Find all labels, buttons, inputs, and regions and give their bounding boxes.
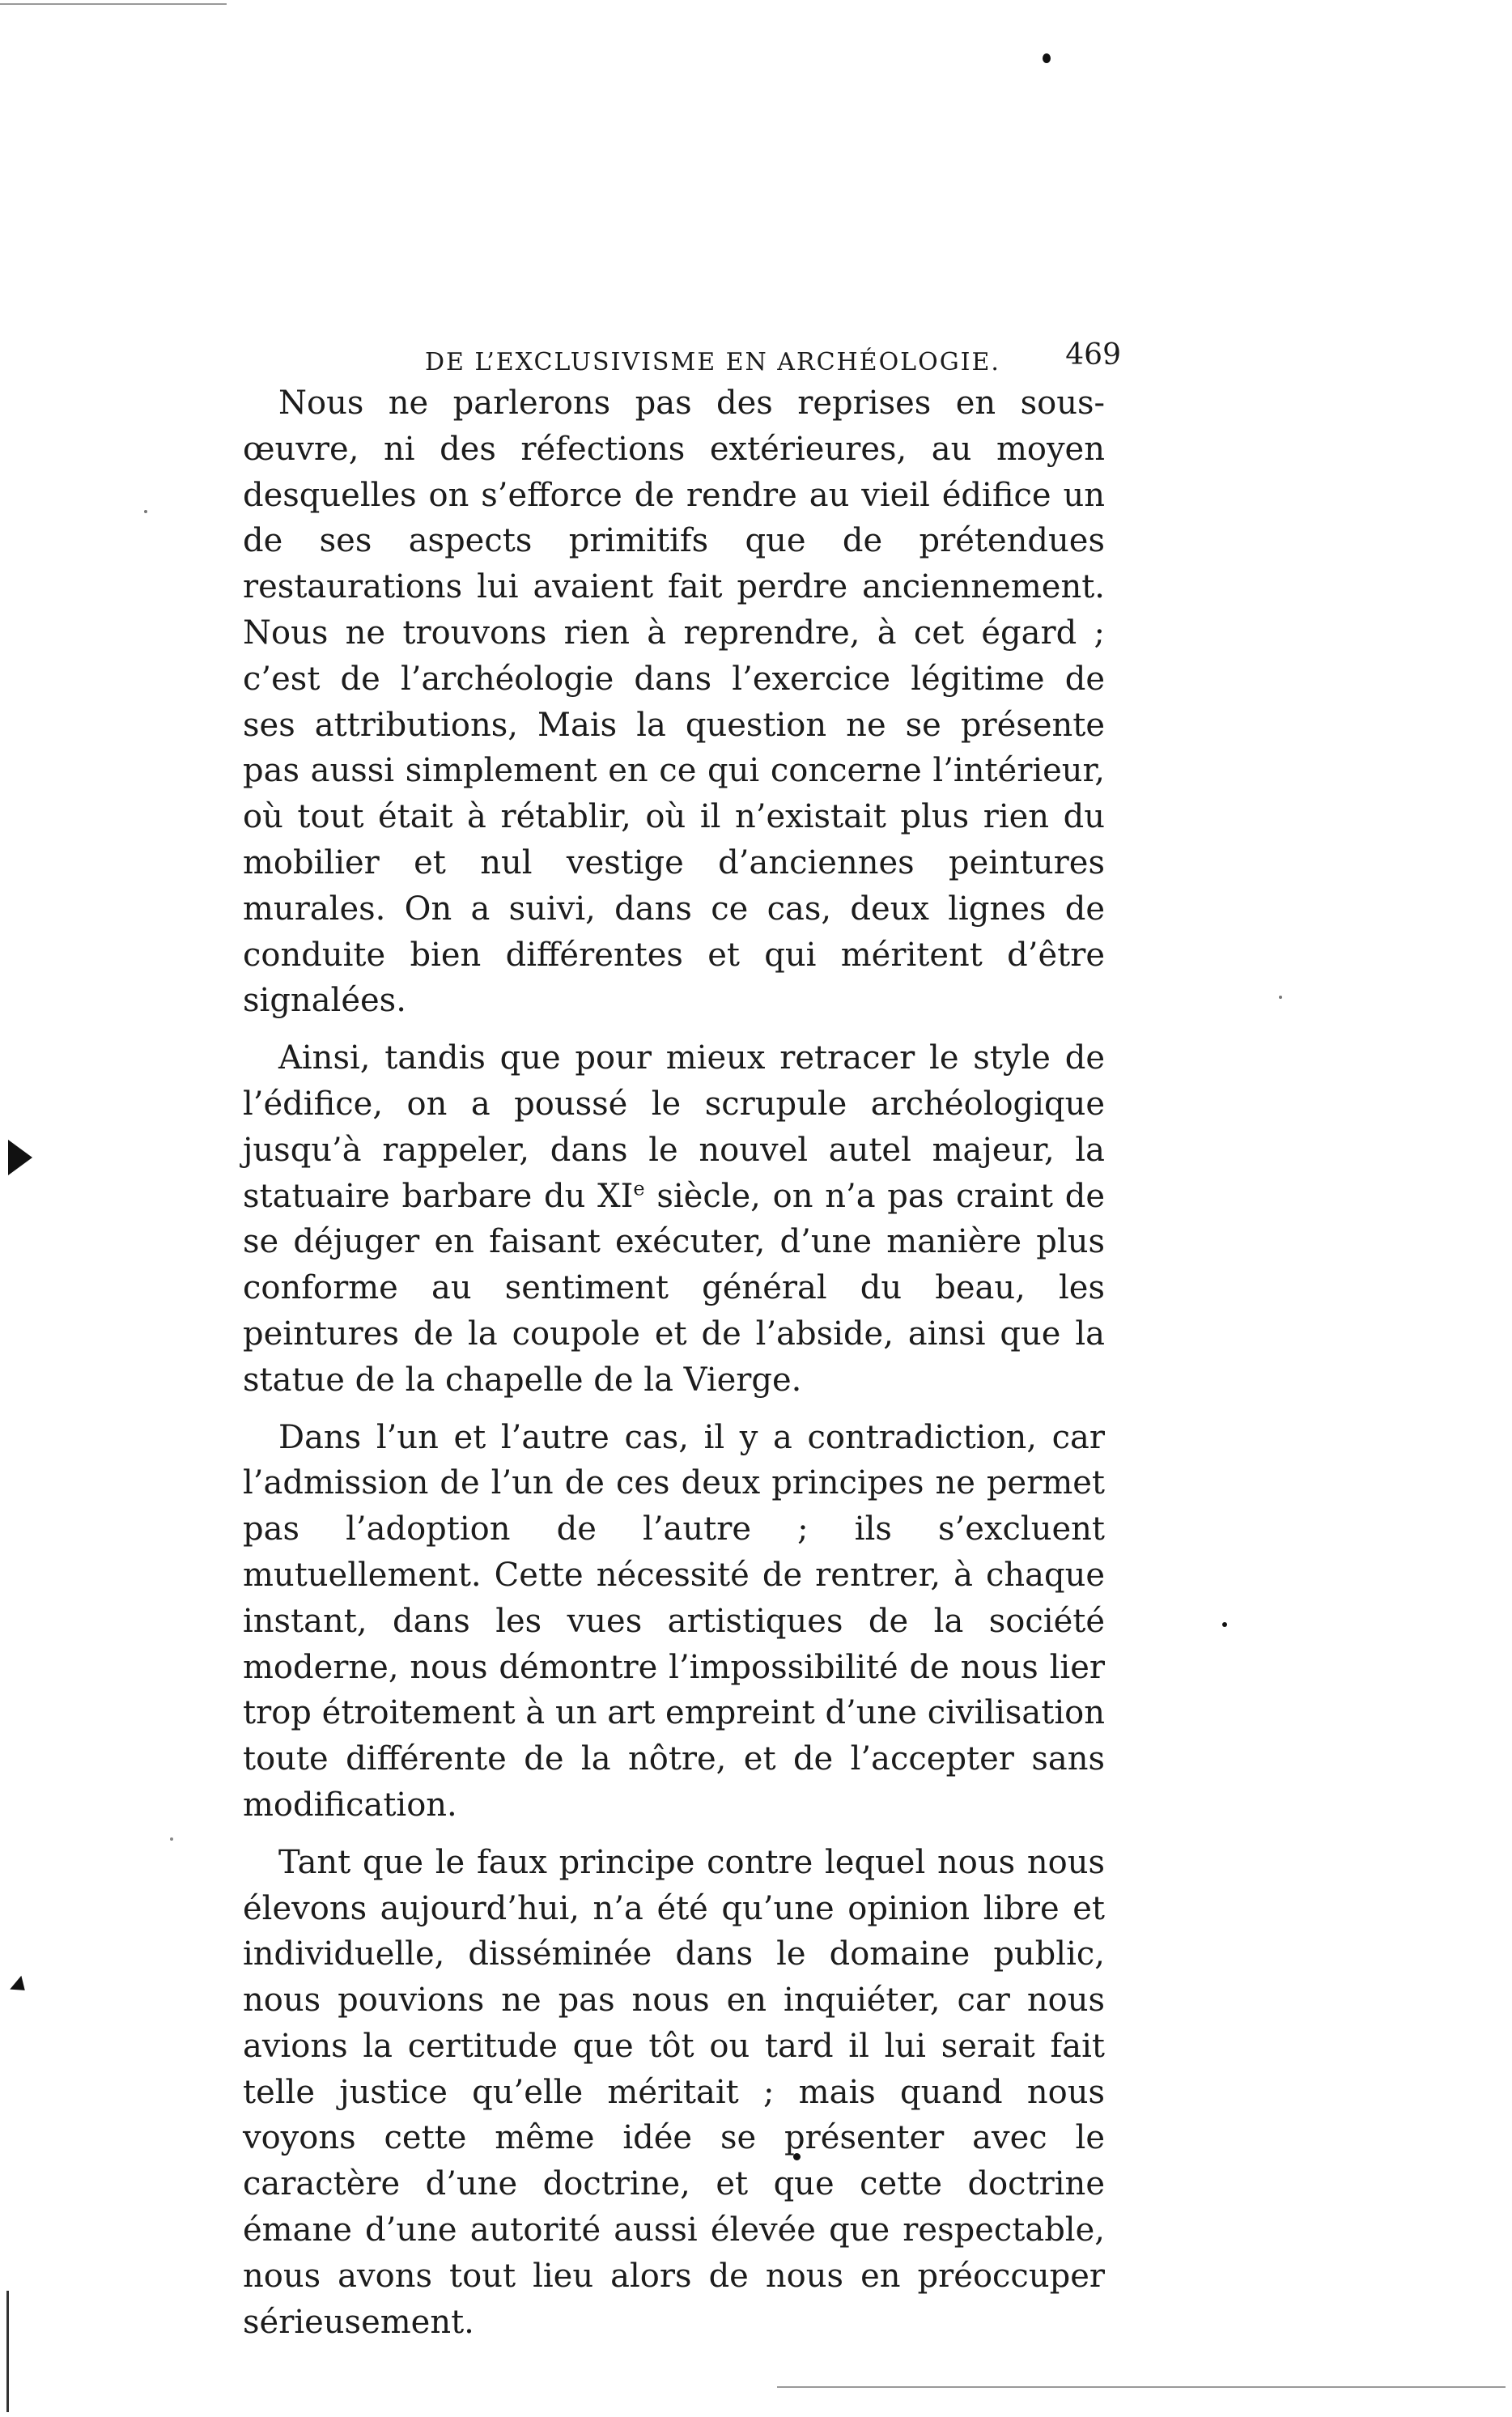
ink-speck [144,510,147,513]
paragraph-2-text-before: Ainsi, tandis que pour mieux retracer le style de l’édifice, on a poussé le scrupule archéologique jusqu’à rappeler, dans le nouvel autel majeur, la statuaire barbare du XI [243,1039,1105,1215]
ink-speck [170,1837,173,1841]
paragraph-3: Dans l’un et l’autre cas, il y a contradiction, car l’admission de l’un de ces deux principes ne permet pas l’adoption de l’autre ; ils s’excluent mutuellement. Cette nécessité de rentrer, à chaque instant, dans les vues artistiques de la société moderne, nous démontre l’impossibilité de nous lier trop étroitement à un art empreint d’une civilisation toute différente de la nôtre, et de l’accepter sans modification. [243,1418,1105,1824]
ink-speck [1043,53,1051,63]
paragraph-2-text-after: siècle, on n’a pas craint de se déjuger en faisant exécuter, d’une manière plus conforme au sentiment général du beau, les peintures de la coupole et de l’abside, ainsi que la statue de la chapelle de la Vierge. [243,1177,1105,1399]
running-title: DE L’EXCLUSIVISME EN ARCHÉOLOGIE. [425,348,1000,376]
century-superscript: e [633,1177,645,1200]
margin-marker-arrow [8,1140,32,1175]
bottom-edge-line [777,2386,1506,2388]
margin-marker-arrow [10,1976,31,1997]
left-edge-line [6,2291,9,2412]
paragraph-1: Nous ne parlerons pas des reprises en sous-œuvre, ni des réfections extérieures, au moyen desquelles on s’efforce de rendre au vieil édifice un de ses aspects primitifs que de prétendues restaurations lui avaient fait perdre anciennement. Nous ne trouvons rien à reprendre, à cet égard ; c’est de l’archéologie dans l’exercice légitime de ses attributions, Mais la question ne se présente pas aussi simplement en ce qui concerne l’intérieur, où tout était à rétablir, où il n’existait plus rien du mobilier et nul vestige d’anciennes peintures murales. On a suivi, dans ce cas, deux lignes de conduite bien différentes et qui méritent d’être signalées. [243,384,1105,1020]
ink-speck [1279,996,1282,999]
paragraph-2 [243,1035,1105,1403]
page-number: 469 [1065,338,1121,372]
running-head [425,338,1121,387]
ink-speck [1222,1622,1227,1627]
body-text [243,380,1105,2356]
top-edge-line [0,3,227,5]
paragraph-4: Tant que le faux principe contre lequel nous nous élevons aujourd’hui, n’a été qu’une opinion libre et individuelle, disséminée dans le domaine public, nous pouvions ne pas nous en inquiéter, car nous avions la certitude que tôt ou tard il lui serait fait telle justice qu’elle méritait ; mais quand nous voyons cette même idée se présenter avec le caractère d’une doctrine, et que cette doctrine émane d’une autorité aussi élevée que respectable, nous avons tout lieu alors de nous en préoccuper sérieusement. [243,1843,1105,2341]
